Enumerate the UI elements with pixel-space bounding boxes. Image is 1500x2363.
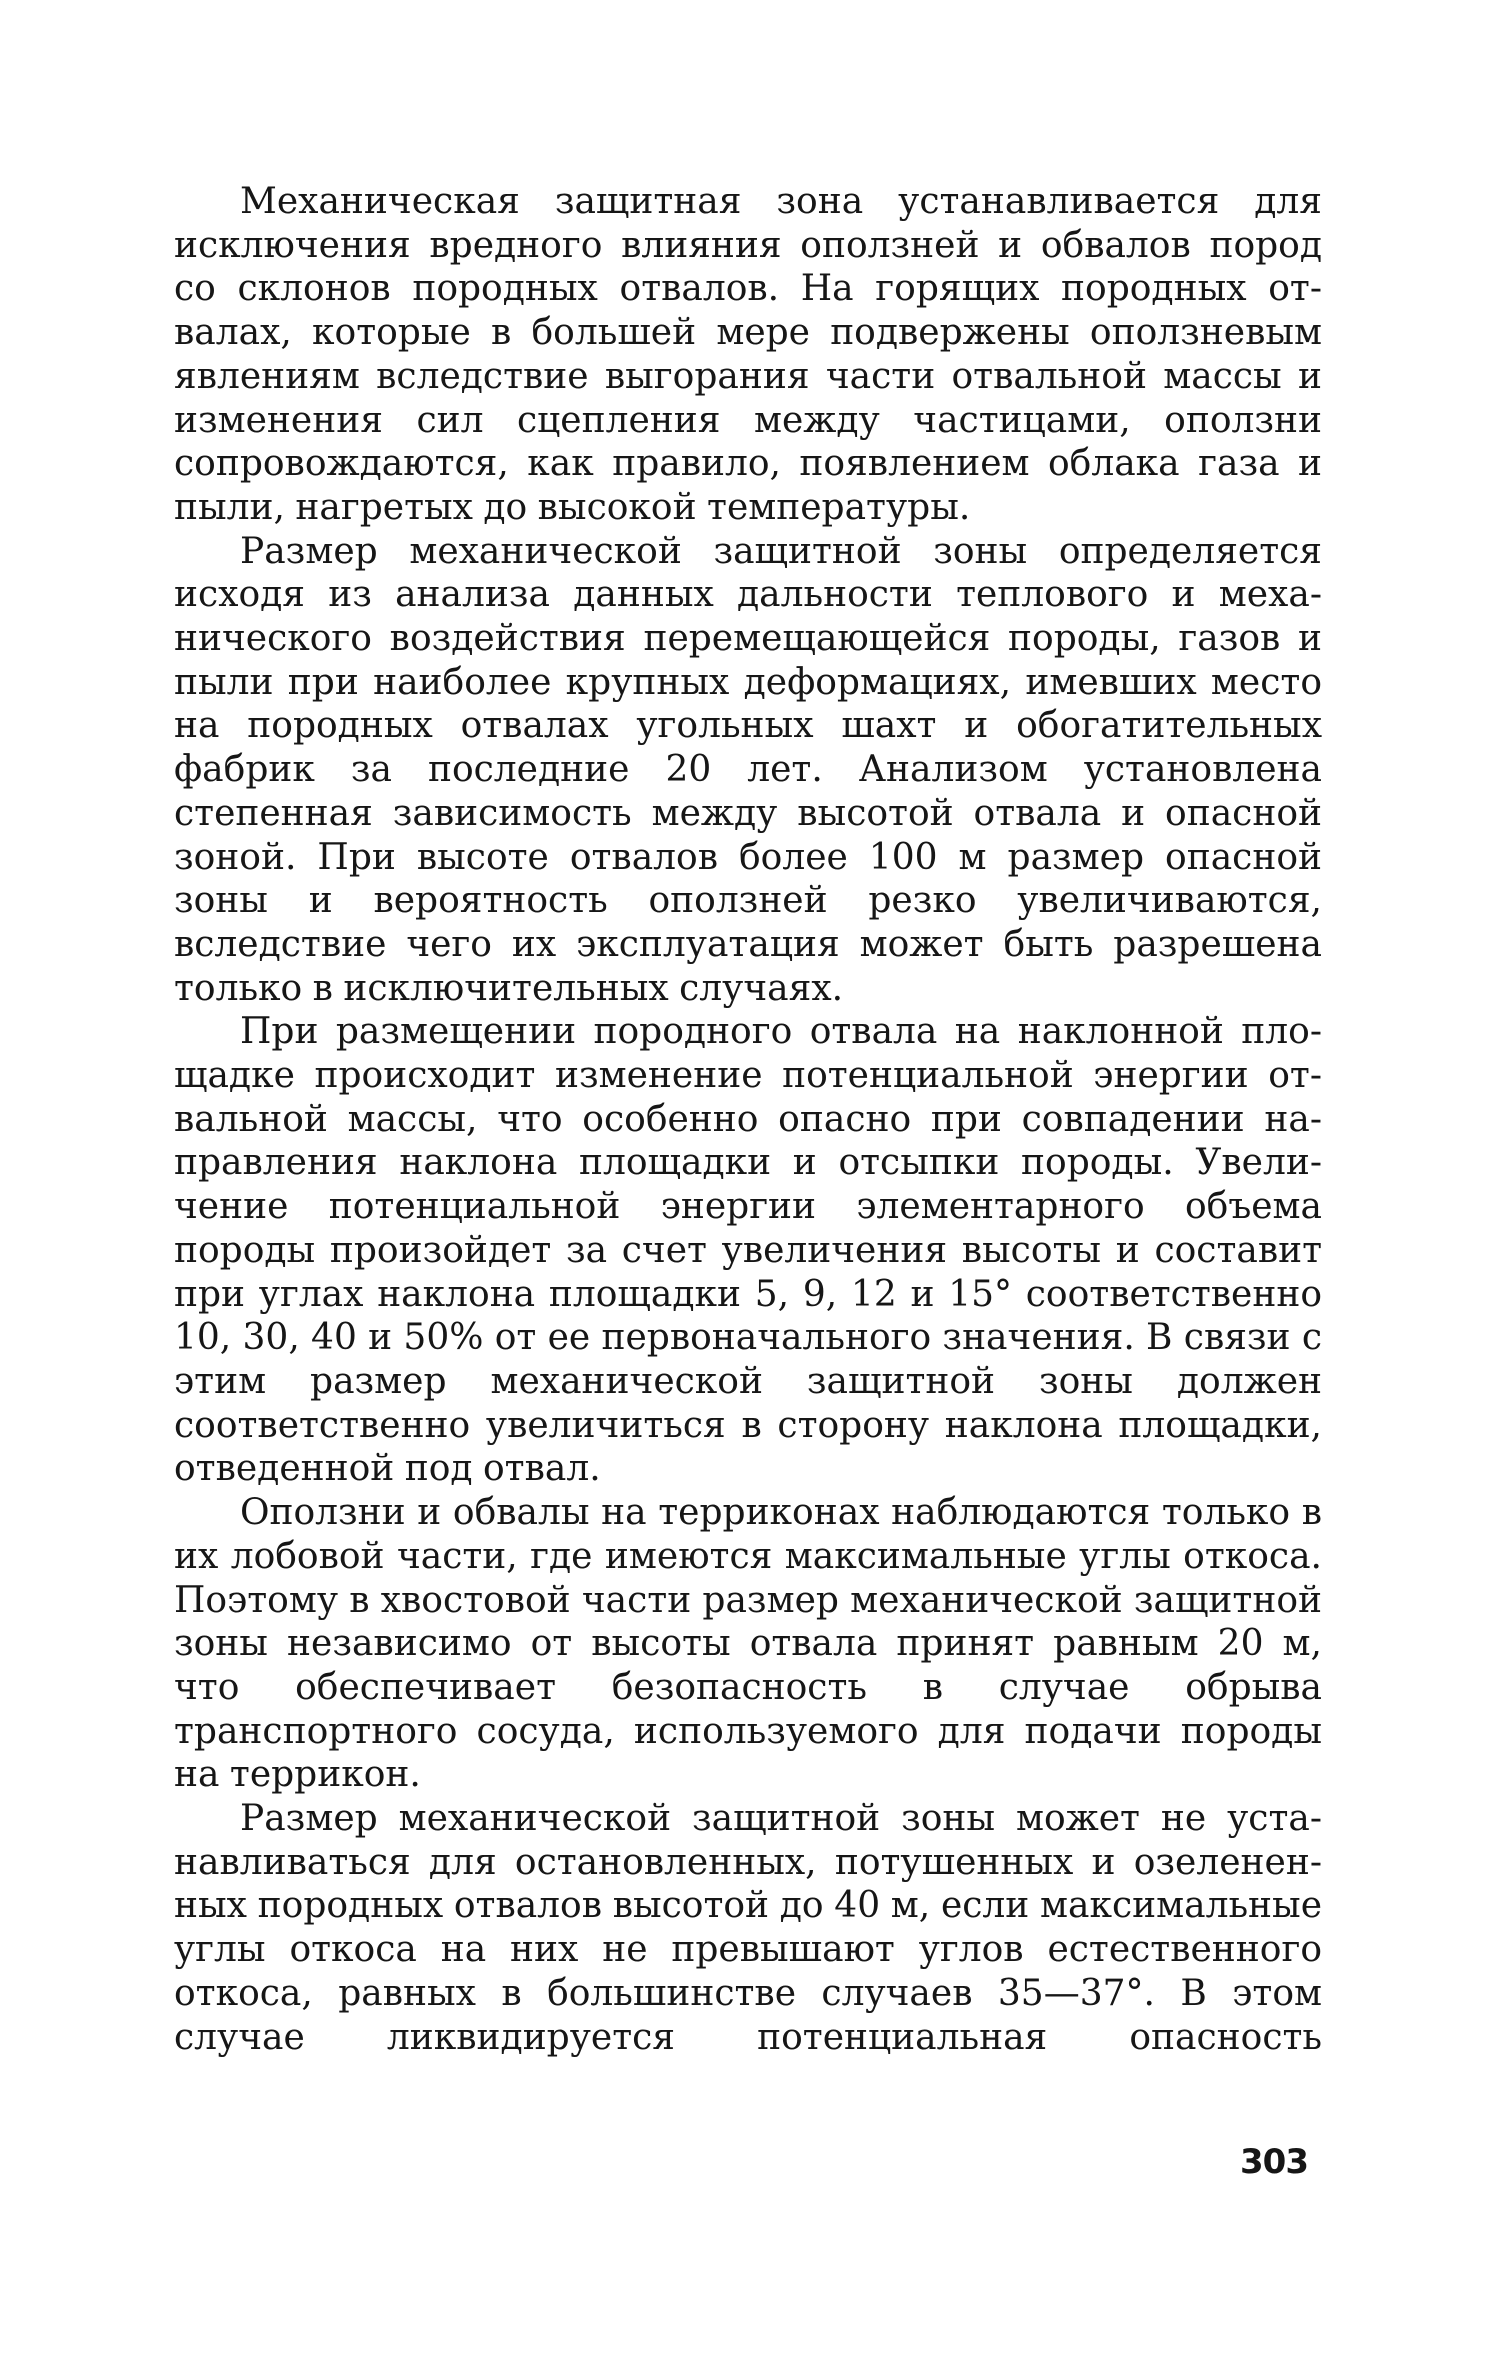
- paragraph-5: Размер механической защитной зоны может не устанавливаться для остановленных, потушенных и озелененных породных отвалов высотой до 40 м, если максимальные углы откоса на них не превышают углов естественного откоса, равных в большинстве случаев 35—37°. В этом случае ликвидируется потенциальная опасность: [174, 1798, 1322, 2058]
- paragraph-2: Размер механической защитной зоны определяется исходя из анализа данных дальности теплового и механического воздействия перемещающейся породы, газов и пыли при наиболее крупных деформациях, имевших место на породных отвалах угольных шахт и обогатительных фабрик за последние 20 лет. Анализом установлена степенная зависимость между высотой отвала и опасной зоной. При высоте отвалов более 100 м размер опасной зоны и вероятность оползней резко увеличиваются, вследствие чего их эксплуатация может быть разрешена только в исключительных случаях.: [174, 530, 1322, 1009]
- paragraph-1: Механическая защитная зона устанавливается для исключения вредного влияния оползней и обвалов пород со склонов породных отвалов. На горящих породных отвалах, которые в большей мере подвержены оползневым явлениям вследствие выгорания части отвальной массы и изменения сил сцепления между частицами, оползни сопровождаются, как правило, появлением облака газа и пыли, нагретых до высокой температуры.: [174, 181, 1322, 528]
- body-text: [174, 180, 1322, 2059]
- paragraph-3: При размещении породного отвала на наклонной площадке происходит изменение потенциальной энергии отвальной массы, что особенно опасно при совпадении направления наклона площадки и отсыпки породы. Увеличение потенциальной энергии элементарного объема породы произойдет за счет увеличения высоты и составит при углах наклона площадки 5, 9, 12 и 15° соответственно 10, 30, 40 и 50% от ее первоначального значения. В связи с этим размер механической защитной зоны должен соответственно увеличиться в сторону наклона площадки, отведенной под отвал.: [174, 1011, 1322, 1490]
- paragraph-4: Оползни и обвалы на терриконах наблюдаются только в их лобовой части, где имеются максимальные углы откоса. Поэтому в хвостовой части размер механической защитной зоны независимо от высоты отвала принят равным 20 м, что обеспечивает безопасность в случае обрыва транспортного сосуда, используемого для подачи породы на террикон.: [174, 1492, 1322, 1796]
- page-number: 303: [1240, 2142, 1308, 2182]
